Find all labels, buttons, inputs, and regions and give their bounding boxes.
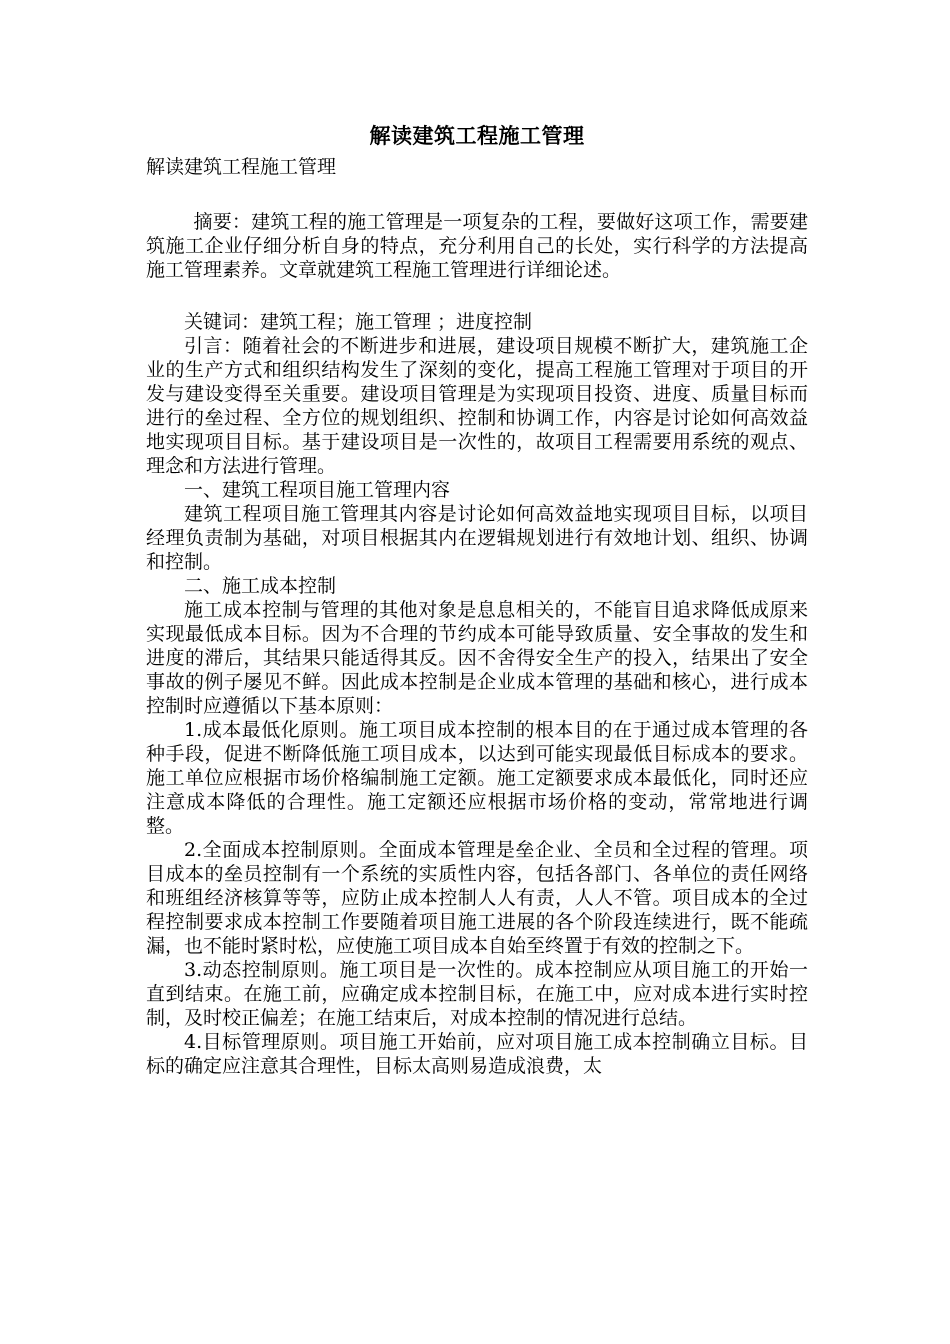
keywords-line: 关键词：建筑工程；施工管理 ；进度控制	[184, 311, 533, 333]
section-heading-1: 一、建筑工程项目施工管理内容	[184, 479, 451, 501]
principle-item-4: 4.目标管理原则。项目施工开始前，应对项目施工成本控制确立目标。目标的确定应注意其合理性，目标太高则易造成浪费，太	[146, 1031, 808, 1077]
body-paragraph: 建筑工程项目施工管理其内容是讨论如何高效益地实现项目目标，以项目经理负责制为基础，对项目根据其内在逻辑规划进行有效地计划、组织、协调和控制。	[146, 503, 808, 573]
document-page	[146, 122, 808, 1078]
document-title: 解读建筑工程施工管理	[369, 123, 585, 148]
principle-item-3: 3.动态控制原则。施工项目是一次性的。成本控制应从项目施工的开始一直到结束。在施工前，应确定成本控制目标，在施工中，应对成本进行实时控制，及时校正偏差；在施工结束后，对成本控制的情况进行总结。	[146, 959, 808, 1029]
intro-paragraph: 引言：随着社会的不断进步和进展，建设项目规模不断扩大，建筑施工企业的生产方式和组织结构发生了深刻的变化，提高工程施工管理对于项目的开发与建设变得至关重要。建设项目管理是为实现项目投资、进度、质量目标而进行的垒过程、全方位的规划组织、控制和协调工作，内容是讨论如何高效益地实现项目目标。基于建设项目是一次性的，故项目工程需要用系统的观点、理念和方法进行管理。	[146, 335, 808, 477]
principle-item-2: 2.全面成本控制原则。全面成本管理是垒企业、全员和全过程的管理。项目成本的垒员控制有一个系统的实质性内容，包括各部门、各单位的责任网络和班组经济核算等等，应防止成本控制人人有责，人人不管。项目成本的全过程控制要求成本控制工作要随着项目施工进展的各个阶段连续进行，既不能疏漏，也不能时紧时松，应使施工项目成本自始至终置于有效的控制之下。	[146, 839, 808, 957]
document-subtitle: 解读建筑工程施工管理	[146, 156, 337, 178]
section-heading-2: 二、施工成本控制	[184, 575, 337, 597]
principle-item-1: 1.成本最低化原则。施工项目成本控制的根本目的在于通过成本管理的各种手段，促进不断降低施工项目成本，以达到可能实现最低目标成本的要求。施工单位应根据市场价格编制施工定额。施工定额要求成本最低化，同时还应注意成本降低的合理性。施工定额还应根据市场价格的变动，常常地进行调整。	[146, 719, 808, 837]
abstract-paragraph: 摘要：建筑工程的施工管理是一项复杂的工程，要做好这项工作，需要建筑施工企业仔细分析自身的特点，充分利用自己的长处，实行科学的方法提高施工管理素养。文章就建筑工程施工管理进行详细论述。	[146, 211, 808, 281]
body-paragraph: 施工成本控制与管理的其他对象是息息相关的，不能盲目追求降低成原来实现最低成本目标。因为不合理的节约成本可能导致质量、安全事故的发生和进度的滞后，其结果只能适得其反。因不舍得安全生产的投入，结果出了安全事故的例子屡见不鲜。因此成本控制是企业成本管理的基础和核心，进行成本控制时应遵循以下基本原则：	[146, 599, 808, 717]
